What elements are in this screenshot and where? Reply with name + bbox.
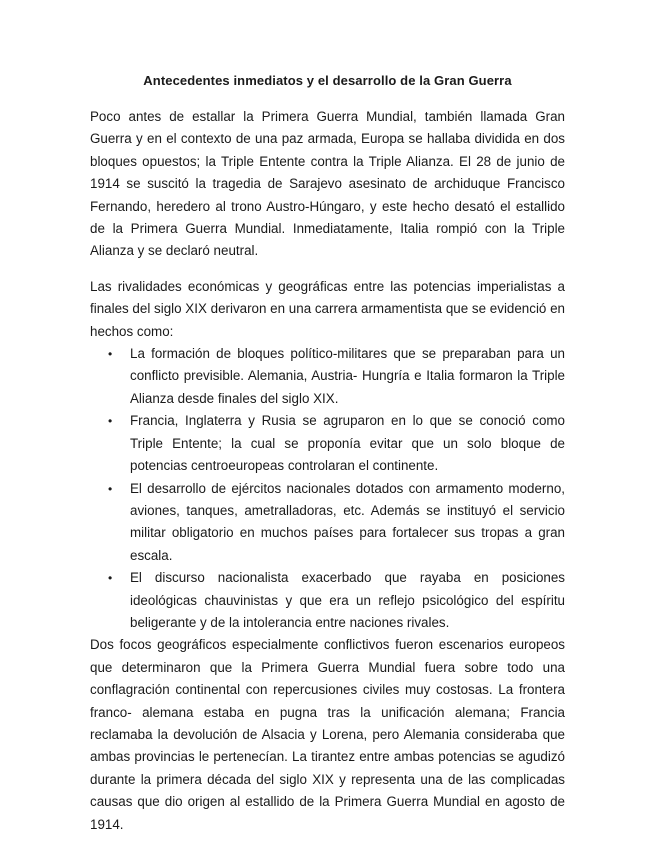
document-title: Antecedentes inmediatos y el desarrollo de la Gran Guerra — [143, 73, 512, 88]
list-item-text: El discurso nacionalista exacerbado que rayaba en posiciones ideológicas chauvinistas y que era un reflejo psicológico del espíritu beligerante y de la intolerancia entre naciones rivales. — [130, 570, 565, 630]
list-item-text: El desarrollo de ejércitos nacionales dotados con armamento moderno, aviones, tanques, ametralladoras, etc. Además se instituyó el servicio militar obligatorio en muchos países para fortalecer sus tropas a gran escala. — [130, 480, 565, 563]
list-item — [108, 478, 565, 568]
causes-list — [90, 343, 565, 634]
list-item — [108, 343, 565, 410]
paragraph-intro: Poco antes de estallar la Primera Guerra Mundial, también llamada Gran Guerra y en el contexto de una paz armada, Europa se hallaba dividida en dos bloques opuestos; la Triple Entente contra la Triple Alianza. El 28 de junio de 1914 se suscitó la tragedia de Sarajevo asesinato de archiduque Francisco Fernando, heredero al trono Austro-Húngaro, y este hecho desató el estallido de la Primera Guerra Mundial. Inmediatamente, Italia rompió con la Triple Alianza y se declaró neutral. — [90, 109, 565, 259]
bullet-icon: • — [108, 571, 113, 586]
paragraph-conflict-zones: Dos focos geográficos especialmente conflictivos fueron escenarios europeos que determinaron que la Primera Guerra Mundial fuera sobre todo una conflagración continental con repercusiones civiles muy costosas. La frontera franco- alemana estaba en pugna tras la unificación alemana; Francia reclamaba la devolución de Alsacia y Lorena, pero Alemania consideraba que ambas provincias le pertenecían. La tirantez entre ambas potencias se agudizó durante la primera década del siglo XIX y representa una de las complicadas causas que dio origen al estallido de la Primera Guerra Mundial en agosto de 1914. — [90, 637, 565, 832]
bullet-icon: • — [108, 414, 113, 429]
paragraph-rivalries: Las rivalidades económicas y geográficas entre las potencias imperialistas a finales del siglo XIX derivaron en una carrera armamentista que se evidenció en hechos como: — [90, 278, 565, 339]
list-item-text: La formación de bloques político-militares que se preparaban para un conflicto previsible. Alemania, Austria- Hungría e Italia formaron la Triple Alianza desde finales del siglo XIX. — [130, 346, 565, 406]
list-item — [108, 567, 565, 634]
bullet-icon: • — [108, 481, 113, 496]
list-item-text: Francia, Inglaterra y Rusia se agruparon en lo que se conoció como Triple Entente; la cual se proponía evitar que un solo bloque de potencias centroeuropeas controlaran el continente. — [130, 413, 565, 474]
list-item — [108, 410, 565, 477]
bullet-icon: • — [108, 347, 113, 362]
